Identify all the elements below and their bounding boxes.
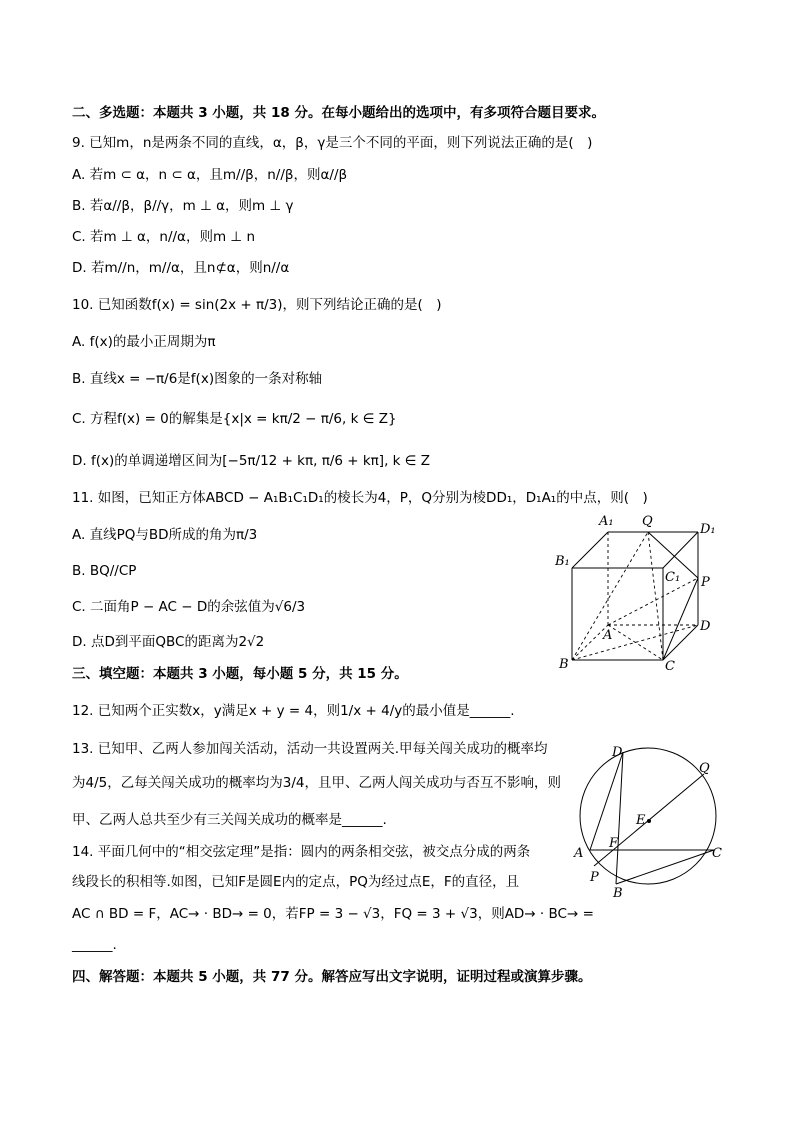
segment-ad xyxy=(590,752,623,850)
section-fill-title: 三、填空题：本题共 3 小题，每小题 5 分，共 15 分。 xyxy=(72,666,408,682)
label-b: B xyxy=(559,657,569,672)
q9-option-b: B. 若α//β，β//γ，m ⊥ α，则m ⊥ γ xyxy=(72,198,294,214)
q9-option-c: C. 若m ⊥ α，n//α，则m ⊥ n xyxy=(72,229,256,245)
chord-db xyxy=(616,752,623,884)
edge-c-d xyxy=(663,625,698,660)
q9-stem: 9. 已知m，n是两条不同的直线，α，β，γ是三个不同的平面，则下列说法正确的是( ) xyxy=(72,135,593,151)
q11-option-b: B. BQ//CP xyxy=(72,563,137,579)
q11-option-a: A. 直线PQ与BD所成的角为π/3 xyxy=(72,527,258,543)
q10-option-b: B. 直线x = −π/6是f(x)图象的一条对称轴 xyxy=(72,371,323,387)
q12: 12. 已知两个正实数x，y满足x + y = 4，则1/x + 4/y的最小值是______. xyxy=(72,703,515,719)
q13-line2: 为4/5，乙每关闯关成功的概率均为3/4，且甲、乙两人闯关成功与否互不影响，则 xyxy=(72,775,561,791)
label-c: C xyxy=(712,846,722,861)
q10-option-d: D. f(x)的单调递增区间为[−5π/12 + kπ, π/6 + kπ], k ∈ Z xyxy=(72,453,431,469)
q10-option-c: C. 方程f(x) = 0的解集是{x|x = kπ/2 − π/6, k ∈ Z} xyxy=(72,411,397,427)
section-multi-title: 二、多选题：本题共 3 小题，共 18 分。在每小题给出的选项中，有多项符合题目要求。 xyxy=(72,105,605,121)
segment-a-c xyxy=(608,625,663,660)
label-a: A xyxy=(574,846,584,861)
q14-line4: ______. xyxy=(72,937,117,953)
segment-bc xyxy=(616,850,714,884)
q11-stem: 11. 如图，已知正方体ABCD − A₁B₁C₁D₁的棱长为4，P，Q分别为棱DD₁，D₁A₁的中点，则( ) xyxy=(72,490,648,506)
label-b1: B₁ xyxy=(555,554,570,569)
label-d: D xyxy=(700,619,711,634)
label-c1: C₁ xyxy=(665,570,681,585)
q9-option-d: D. 若m//n，m//α，且n⊄α，则n//α xyxy=(72,260,290,276)
segment-q-c xyxy=(648,532,663,660)
q14-line3: AC ∩ BD = F，AC→ · BD→ = 0，若FP = 3 − √3，FQ = 3 + √3，则AD→ · BC→ = xyxy=(72,906,594,922)
label-f: F xyxy=(609,836,619,851)
q13-line3: 甲、乙两人总共至少有三关闯关成功的概率是______. xyxy=(72,812,387,828)
center-point-e xyxy=(647,819,651,823)
label-c: C xyxy=(665,659,675,674)
cube-figure xyxy=(548,508,724,678)
q10-stem: 10. 已知函数f(x) = sin(2x + π/3)，则下列结论正确的是( ) xyxy=(72,297,442,313)
q10-option-a: A. f(x)的最小正周期为π xyxy=(72,334,216,350)
segment-a-p xyxy=(608,578,698,625)
q11-option-c: C. 二面角P − AC − D的余弦值为√6/3 xyxy=(72,599,306,615)
circle-figure xyxy=(566,740,736,902)
label-a: A xyxy=(603,628,613,643)
q11-option-d: D. 点D到平面QBC的距离为2√2 xyxy=(72,634,265,650)
circle-e xyxy=(580,748,716,884)
label-p: P xyxy=(590,870,599,885)
q9-option-a: A. 若m ⊂ α，n ⊂ α，且m//β，n//β，则α//β xyxy=(72,167,348,183)
edge-b1-a1 xyxy=(572,532,608,568)
segment-c-p xyxy=(663,578,698,660)
label-p: P xyxy=(701,575,710,590)
label-d1: D₁ xyxy=(700,522,716,537)
label-d: D xyxy=(612,745,623,760)
q14-line2: 线段长的积相等.如图，已知F是圆E内的定点，PQ为经过点E，F的直径，且 xyxy=(72,874,520,890)
section-solve-title: 四、解答题：本题共 5 小题，共 77 分。解答应写出文字说明，证明过程或演算步骤。 xyxy=(72,969,592,985)
label-a1: A₁ xyxy=(599,514,614,529)
label-q: Q xyxy=(699,761,710,776)
label-q: Q xyxy=(642,514,653,529)
q13-line1: 13. 已知甲、乙两人参加闯关活动，活动一共设置两关.甲每关闯关成功的概率均 xyxy=(72,741,548,757)
q14-line1: 14. 平面几何中的“相交弦定理”是指：圆内的两条相交弦，被交点分成的两条 xyxy=(72,844,531,860)
label-b: B xyxy=(613,886,623,901)
label-e: E xyxy=(636,813,646,828)
